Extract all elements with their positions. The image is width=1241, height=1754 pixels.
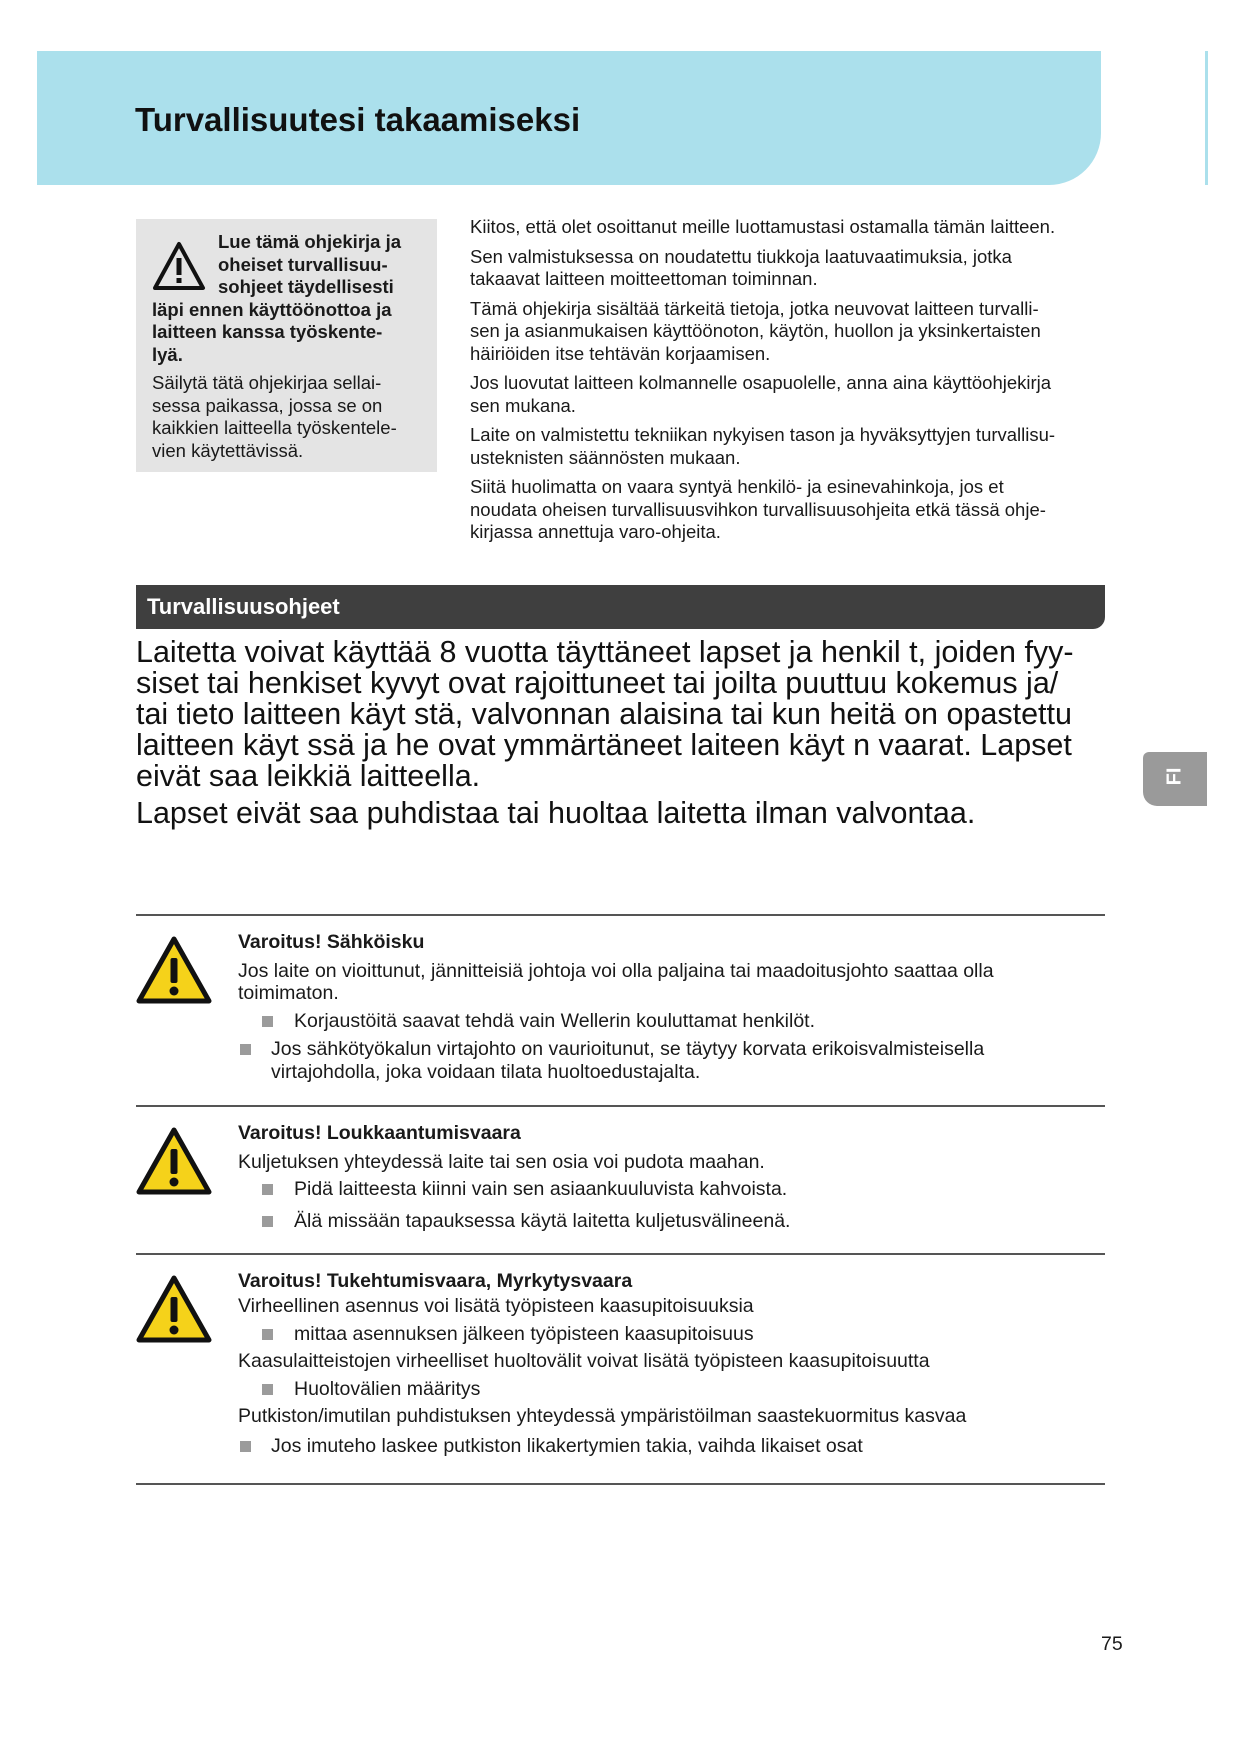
language-tab-label: FI <box>1163 767 1186 786</box>
notice-box <box>136 219 437 472</box>
notice-bold-text <box>152 231 424 366</box>
warning-triangle-icon <box>136 936 212 1004</box>
bullet-text: Huoltovälien määritys <box>294 1378 481 1400</box>
intro-paragraph <box>470 246 1110 291</box>
bullet-square-icon <box>262 1184 273 1195</box>
page-number: 75 <box>1101 1633 1123 1655</box>
bullet-item <box>238 1210 1098 1233</box>
warning-triangle-icon <box>136 1127 212 1195</box>
bullet-text: virtajohdolla, joka voidaan tilata huoltoedustajalta. <box>271 1060 701 1083</box>
divider <box>136 1253 1105 1255</box>
intro-line: häiriöiden itse tehtävän korjaamisen. <box>470 342 771 364</box>
intro-line: Jos luovutat laitteen kolmannelle osapuolelle, anna aina käyttöohjekirja <box>470 372 1052 393</box>
intro-line: noudata oheisen turvallisuusvihkon turvallisuusohjeita etkä tässä ohje- <box>470 498 1046 520</box>
intro-line: sen mukana. <box>470 394 576 416</box>
intro-line: Siitä huolimatta on vaara syntyä henkilö- ja esinevahinkoja, jos et <box>470 476 1004 497</box>
big-line: laitteen käyt ssä ja he ovat ymmärtäneet laiteen käyt n vaarat. Lapset <box>136 728 1072 762</box>
intro-paragraph <box>470 216 1110 239</box>
bullet-item <box>238 1378 1098 1401</box>
bullet-text: Älä missään tapauksessa käytä laitetta kuljetusvälineenä. <box>294 1209 791 1232</box>
intro-paragraph <box>470 424 1110 469</box>
bullet-text: Korjaustöitä saavat tehdä vain Wellerin kouluttamat henkilöt. <box>294 1009 816 1032</box>
big-paragraph: Lapset eivät saa puhdistaa tai huoltaa laitetta ilman valvontaa. <box>136 796 976 830</box>
intro-paragraph <box>470 298 1110 366</box>
notice-line: läpi ennen käyttöönottoa ja <box>152 298 392 320</box>
notice-line: kaikkien laitteella työskentele- <box>152 417 397 438</box>
bullet-square-icon <box>262 1384 273 1395</box>
bullet-square-icon <box>240 1044 251 1055</box>
warning-triangle-icon <box>136 1275 212 1343</box>
warning-line: Jos laite on vioittunut, jännitteisiä johtoja voi olla paljaina tai maadoitusjohto saattaa olla <box>238 959 994 982</box>
bullet-item <box>238 1178 1098 1201</box>
intro-line: sen ja asianmukaisen käyttöönoton, käytön, huollon ja yksinkertaisten <box>470 320 1041 341</box>
intro-text <box>470 216 1110 551</box>
children-usage-notice <box>136 637 1116 835</box>
warning-text: Kuljetuksen yhteydessä laite tai sen osia voi pudota maahan. <box>238 1150 765 1173</box>
warning-body <box>238 1122 1098 1238</box>
notice-line: vien käytettävissä. <box>152 439 304 461</box>
intro-paragraph <box>470 476 1110 544</box>
warning-line: toimimaton. <box>238 982 339 1004</box>
warning-text: Putkiston/imutilan puhdistuksen yhteydessä ympäristöilman saastekuormitus kasvaa <box>238 1404 967 1427</box>
bullet-item <box>238 1435 1098 1458</box>
big-line: eivät saa leikkiä laitteella. <box>136 759 481 793</box>
divider <box>136 1483 1105 1485</box>
bullet-text: mittaa asennuksen jälkeen työpisteen kaasupitoisuus <box>294 1323 754 1345</box>
section-title: Turvallisuusohjeet <box>147 594 340 619</box>
notice-normal-text <box>152 372 424 462</box>
warning-body <box>238 1270 1098 1464</box>
intro-line: Kiitos, että olet osoittanut meille luottamustasi ostamalla tämän laitteen. <box>470 216 1056 237</box>
warning-text: Kaasulaitteistojen virheelliset huoltovälit voivat lisätä työpisteen kaasupitoisuutta <box>238 1349 930 1372</box>
notice-line: sohjeet täydellisesti <box>218 276 394 297</box>
notice-line: sessa paikassa, jossa se on <box>152 394 383 416</box>
warning-title: Varoitus! Loukkaantumisvaara <box>238 1122 521 1144</box>
language-tab <box>1143 752 1207 806</box>
notice-line: oheiset turvallisuu- <box>218 253 388 275</box>
intro-line: usteknisten säännösten mukaan. <box>470 446 741 468</box>
header-band <box>37 51 1101 185</box>
intro-line: kirjassa annettuja varo-ohjeita. <box>470 521 721 542</box>
intro-line: Sen valmistuksessa on noudatettu tiukkoja laatuvaatimuksia, jotka <box>470 245 1012 267</box>
intro-line: Tämä ohjekirja sisältää tärkeitä tietoja, jotka neuvovat laitteen turvalli- <box>470 297 1039 319</box>
header-edge-line <box>1205 51 1208 185</box>
big-line: siset tai henkiset kyvyt ovat rajoittuneet tai joilta puuttuu kokemus ja/ <box>136 666 1059 700</box>
page-title: Turvallisuutesi takaamiseksi <box>135 101 581 138</box>
section-header-bar <box>136 585 1105 629</box>
big-paragraph <box>136 637 1116 792</box>
notice-line: lyä. <box>152 343 183 365</box>
big-line: tai tieto laitteen käyt stä, valvonnan alaisina tai kun heitä on opastettu <box>136 697 1072 731</box>
bullet-square-icon <box>240 1441 251 1452</box>
intro-line: takaavat laitteen moitteettoman toiminnan. <box>470 268 818 289</box>
warning-body <box>238 931 1098 1089</box>
notice-line: Säilytä tätä ohjekirjaa sellai- <box>152 372 382 393</box>
notice-line: laitteen kanssa työskente- <box>152 321 383 342</box>
bullet-square-icon <box>262 1216 273 1227</box>
bullet-item <box>238 1038 1098 1083</box>
divider <box>136 1105 1105 1107</box>
bullet-text: Jos imuteho laskee putkiston likakertymien takia, vaihda likaiset osat <box>271 1435 863 1457</box>
big-line: Laitetta voivat käyttää 8 vuotta täyttäneet lapset ja henkil t, joiden fyy- <box>136 635 1074 669</box>
warning-title: Varoitus! Tukehtumisvaara, Myrkytysvaara <box>238 1270 633 1292</box>
warning-text <box>238 960 1098 1005</box>
notice-line: Lue tämä ohjekirja ja <box>218 231 402 252</box>
bullet-text: Pidä laitteesta kiinni vain sen asiaankuuluvista kahvoista. <box>294 1178 788 1200</box>
intro-paragraph <box>470 372 1110 417</box>
warning-title: Varoitus! Sähköisku <box>238 931 425 953</box>
bullet-item <box>238 1323 1098 1346</box>
bullet-text: Jos sähkötyökalun virtajohto on vaurioitunut, se täytyy korvata erikoisvalmisteisella <box>271 1038 985 1060</box>
bullet-square-icon <box>262 1016 273 1027</box>
bullet-square-icon <box>262 1329 273 1340</box>
intro-line: Laite on valmistettu tekniikan nykyisen tason ja hyväksyttyjen turvallisu- <box>470 424 1056 445</box>
bullet-item <box>238 1010 1098 1033</box>
divider <box>136 914 1105 916</box>
warning-text: Virheellinen asennus voi lisätä työpisteen kaasupitoisuuksia <box>238 1294 754 1317</box>
